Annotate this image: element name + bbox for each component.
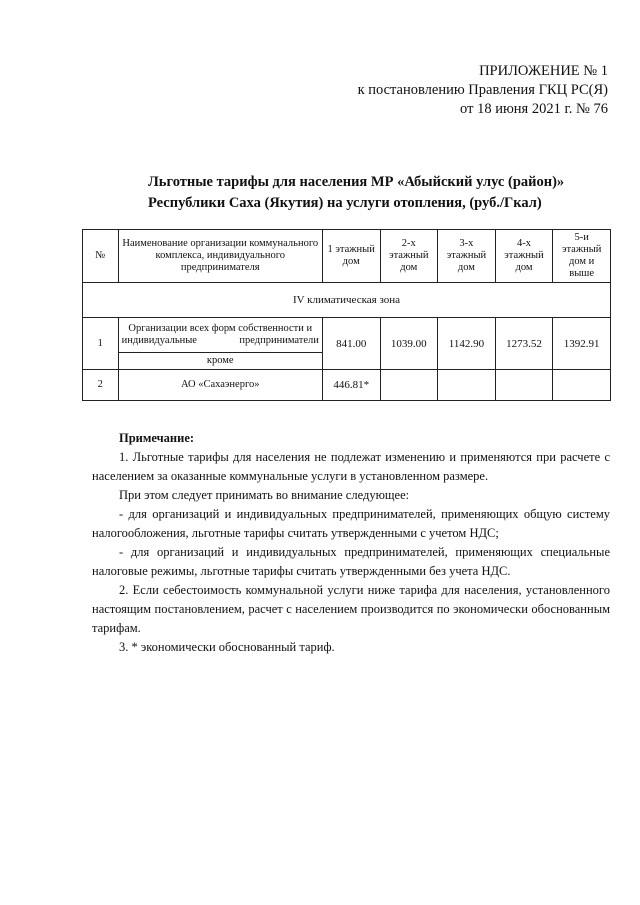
climate-zone: IV климатическая зона [83, 283, 611, 318]
table-row [83, 318, 611, 353]
note-2: 2. Если себестоимость коммунальной услуги ниже тарифа для населения, установленного настоящим постановлением, расчет с населением производится по экономически обоснованным тарифам. [92, 583, 610, 635]
row-1-floors-2: 1039.00 [380, 318, 438, 370]
note-intro: При этом следует принимать во внимание следующее: [119, 488, 410, 502]
header-floors-1: 1 этажный дом [322, 230, 380, 283]
row-1-name: Организации всех форм собственности и индивидуальные предприниматели [118, 318, 322, 353]
row-1-except: кроме [118, 353, 322, 370]
zone-row [83, 283, 611, 318]
table-header-row [83, 230, 611, 283]
row-2-floors-4 [495, 370, 553, 401]
appendix-date: от 18 июня 2021 г. № 76 [460, 101, 608, 117]
row-2-floors-2 [380, 370, 438, 401]
appendix-number: ПРИЛОЖЕНИЕ № 1 [479, 63, 608, 79]
note-1: 1. Льготные тарифы для населения не подлежат изменению и применяются при расчете с населением за оказанные коммунальные услуги в установленном размере. [92, 450, 610, 483]
note-vat-general: - для организаций и индивидуальных предпринимателей, применяющих общую систему налогообложения, льготные тарифы считать утвержденными с учетом НДС; [92, 507, 610, 540]
row-1-num: 1 [83, 318, 119, 370]
row-2-num: 2 [83, 370, 119, 401]
header-floors-5: 5-и этажный дом и выше [553, 230, 611, 283]
header-name: Наименование организации коммунального комплекса, индивидуального предпринимателя [118, 230, 322, 283]
row-2-floors-1: 446.81* [322, 370, 380, 401]
header-num: № [83, 230, 119, 283]
title-line-2: Республики Саха (Якутия) на услуги отопления, (руб./Гкал) [148, 195, 542, 211]
appendix-header [358, 62, 608, 119]
row-2-floors-3 [438, 370, 496, 401]
header-floors-3: 3-х этажный дом [438, 230, 496, 283]
title-line-1: Льготные тарифы для населения МР «Абыйский улус (район)» [148, 174, 565, 190]
row-1-floors-3: 1142.90 [438, 318, 496, 370]
header-floors-4: 4-х этажный дом [495, 230, 553, 283]
row-2-floors-5 [553, 370, 611, 401]
table-row [83, 370, 611, 401]
row-2-name: АО «Сахаэнерго» [118, 370, 322, 401]
notes-heading: Примечание: [119, 431, 195, 445]
note-vat-special: - для организаций и индивидуальных предпринимателей, применяющих специальные налоговые режимы, льготные тарифы считать утвержденными без учета НДС. [92, 545, 610, 578]
row-1-floors-5: 1392.91 [553, 318, 611, 370]
row-1-floors-4: 1273.52 [495, 318, 553, 370]
tariff-table [82, 229, 611, 401]
note-3: 3. * экономически обоснованный тариф. [119, 640, 335, 654]
header-floors-2: 2-х этажный дом [380, 230, 438, 283]
document-title [148, 172, 564, 214]
appendix-resolution: к постановлению Правления ГКЦ РС(Я) [357, 82, 608, 98]
notes-section [92, 429, 610, 657]
row-1-floors-1: 841.00 [322, 318, 380, 370]
